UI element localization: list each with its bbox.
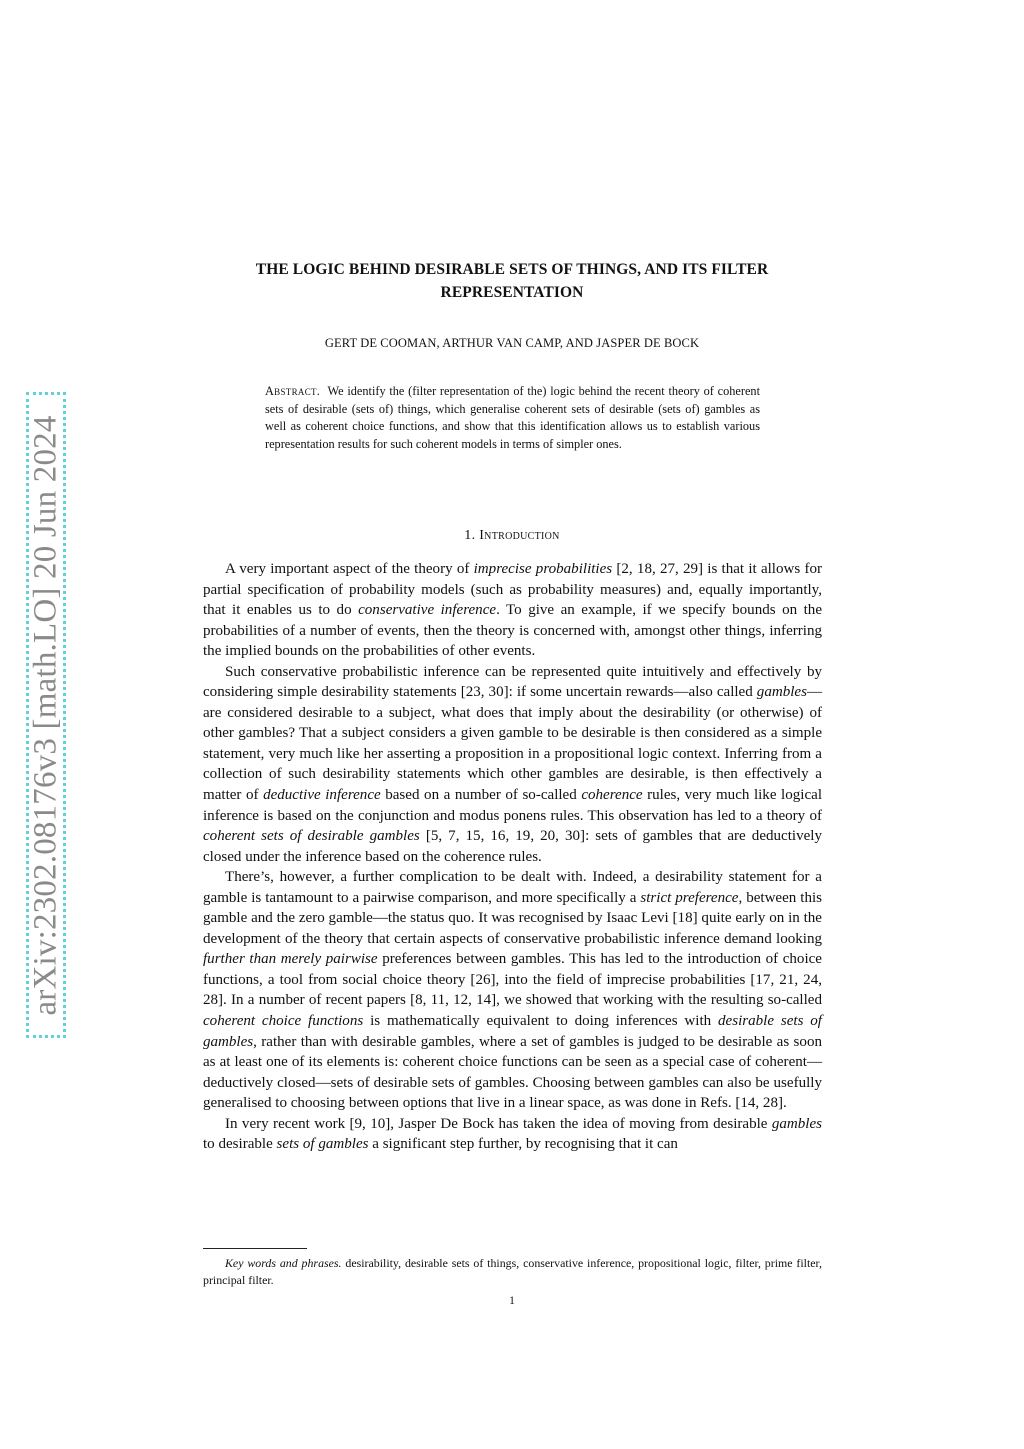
body-text bbox=[203, 559, 822, 1155]
arxiv-identifier: arXiv:2302.08176v3 [math.LO] 20 Jun 2024 bbox=[27, 414, 64, 1016]
emphasis: coherent sets of desirable gambles bbox=[203, 828, 420, 845]
page-number: 1 bbox=[509, 1295, 515, 1307]
paragraph-4 bbox=[203, 1114, 822, 1155]
author-list: GERT DE COOMAN, ARTHUR VAN CAMP, AND JASPER DE BOCK bbox=[324, 336, 700, 350]
paper-title bbox=[200, 258, 824, 304]
text-run: . To give an example, if we specify bounds on the probabilities of a number of events, then the theory is concerned with, amongst other things, inferring the implied bounds on the probabilities of other events. bbox=[203, 602, 823, 660]
text-run: is mathematically equivalent to doing inferences with bbox=[363, 1013, 719, 1030]
text-run: to desirable bbox=[203, 1136, 277, 1153]
emphasis: imprecise probabilities bbox=[473, 561, 613, 577]
emphasis: sets of gambles bbox=[276, 1136, 369, 1153]
section-number: 1. bbox=[464, 528, 476, 543]
text-run: There’s, however, a further complication to be dealt with. Indeed, a desirability statement for a gamble is tantamount to a pairwise comparison, and more specifically a bbox=[203, 869, 822, 906]
abstract-text: We identify the (filter representation of the) logic behind the recent theory of coherent sets of desirable (sets of) things, which generalise coherent sets of desirable (sets of) gambles as well as coherent choice functions, and show that this identification allows us to establish various representation results for such coherent models in terms of simpler ones. bbox=[265, 384, 760, 451]
text-run: rules, very much like logical inference is based on the conjunction and modus ponens rules. This observation has led to a theory of bbox=[203, 787, 822, 824]
text-run: [5, 7, 15, 16, 19, 20, 30]: sets of gambles that are deductively closed under the inference based on the coherence rules. bbox=[203, 828, 822, 865]
footnote bbox=[203, 1255, 822, 1289]
emphasis: coherent choice functions bbox=[203, 1013, 364, 1030]
text-run: Such conservative probabilistic inference can be represented quite intuitively and effectively by considering simple desirability statements [23, 30]: if some uncertain rewards—also called bbox=[203, 663, 822, 701]
text-run: a significant step further, by recognising that it can bbox=[368, 1136, 678, 1153]
text-run: preferences between gambles. This has led to the introduction of choice functions, a tool from social choice theory [26], into the field of imprecise probabilities [17, 21, 24, 28]. In a number of recent papers [8, 11, 12, 14], we showed that working with the resulting so-called bbox=[203, 951, 822, 1009]
footnote-text: desirability, desirable sets of things, conservative inference, propositional logic, filter, prime filter, principal filter. bbox=[203, 1256, 822, 1287]
text-run: , rather than with desirable gambles, where a set of gambles is judged to be desirable as soon as at least one of its elements is: coherent choice functions can be seen as a special case of coherent—deductively closed—sets of desirable sets of gambles. Choosing between gambles can also be usefully generalised to choosing between options that live in a linear space, as was done in Refs. [14, 28]. bbox=[203, 1033, 822, 1112]
section-title: Introduction bbox=[479, 528, 560, 543]
text-run: based on a number of so-called bbox=[380, 787, 582, 804]
emphasis: further than merely pairwise bbox=[203, 951, 378, 968]
emphasis: conservative inference bbox=[358, 602, 497, 619]
text-run: —are considered desirable to a subject, what does that imply about the desirability (or otherwise) of other gambles? That a subject considers a given gamble to be desirable is then considered as a simple statement, very much like her asserting a proposition in a propositional logic context. Inferring from a collection of such desirability statements which other gambles are desirable, is then effectively a matter of bbox=[203, 684, 822, 804]
footnote-label: Key words and phrases. bbox=[225, 1256, 342, 1270]
footnote-rule bbox=[203, 1248, 307, 1249]
paragraph-1 bbox=[203, 559, 822, 662]
abstract-label: Abstract. bbox=[265, 384, 321, 398]
emphasis: gambles bbox=[771, 1115, 822, 1132]
emphasis: strict preference bbox=[640, 889, 739, 906]
text-run: In very recent work [9, 10], Jasper De Bock has taken the idea of moving from desirable bbox=[225, 1115, 772, 1132]
abstract bbox=[265, 383, 760, 453]
emphasis: gambles bbox=[756, 684, 807, 701]
arxiv-stamp bbox=[26, 392, 66, 1038]
text-run: A very important aspect of the theory of bbox=[225, 561, 474, 577]
title-line-1: THE LOGIC BEHIND DESIRABLE SETS OF THINGS, AND ITS FILTER bbox=[255, 261, 769, 278]
text-run: [2, 18, 27, 29] is that it allows for partial specification of probability models (such as probability measures) and, equally importantly, that it enables us to do bbox=[203, 561, 822, 619]
title-line-2: REPRESENTATION bbox=[440, 284, 584, 301]
text-run: , between this gamble and the zero gamble—the status quo. It was recognised by Isaac Levi [18] quite early on in the development of the theory that certain aspects of conservative probabilistic inference demand looking bbox=[203, 889, 823, 947]
emphasis: deductive inference bbox=[263, 787, 381, 804]
paragraph-2 bbox=[203, 662, 822, 867]
emphasis: desirable sets of gambles bbox=[203, 1013, 822, 1050]
paragraph-3 bbox=[203, 867, 822, 1114]
section-heading bbox=[200, 528, 824, 544]
emphasis: coherence bbox=[581, 787, 643, 804]
